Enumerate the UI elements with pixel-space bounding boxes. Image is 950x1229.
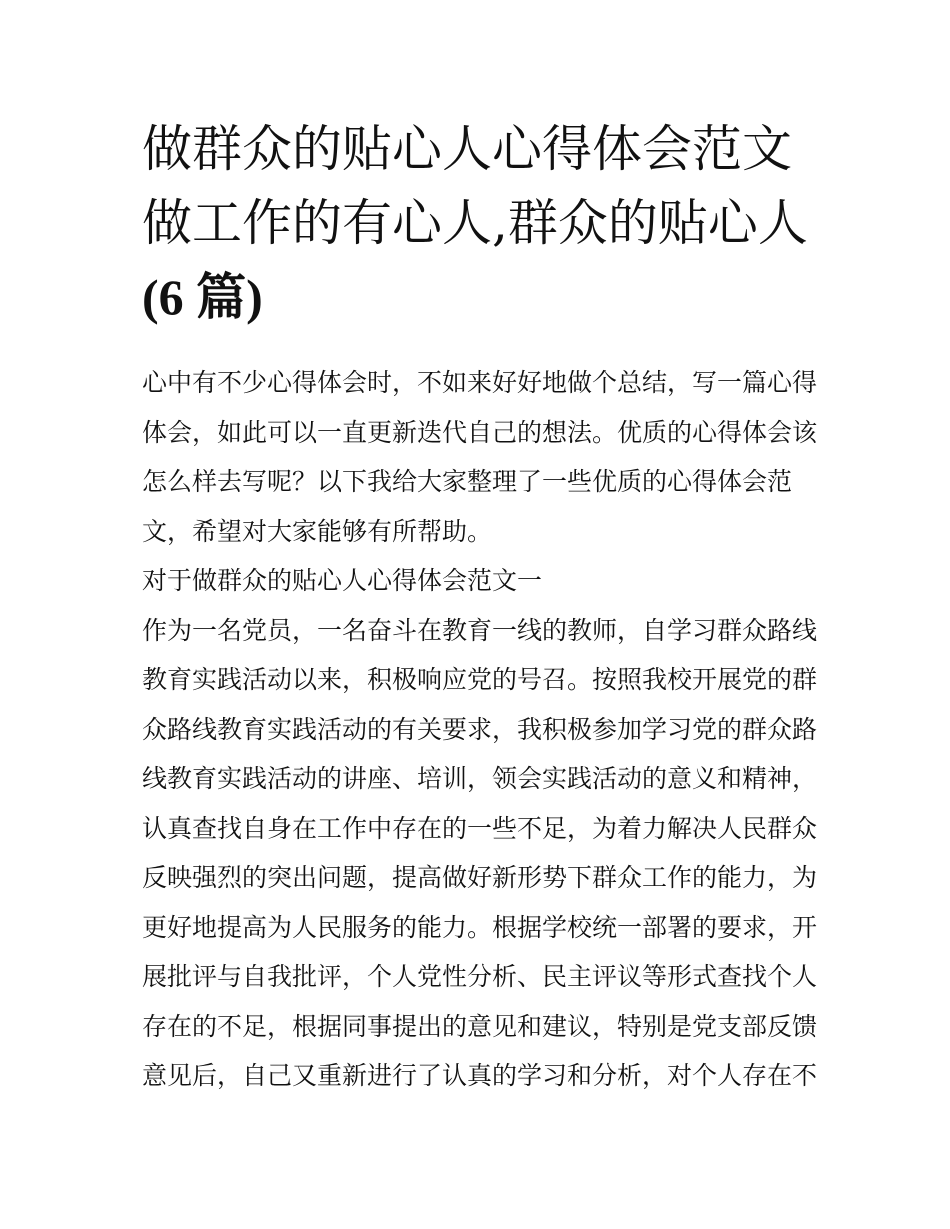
- paragraph-line: 教育实践活动以来，积极响应党的号召。按照我校开展党的群: [142, 665, 818, 694]
- paragraph-line: 线教育实践活动的讲座、培训，领会实践活动的意义和精神，: [142, 764, 818, 793]
- intro-line: 心中有不少心得体会时，不如来好好地做个总结，写一篇心得: [142, 368, 818, 397]
- intro-line: 体会，如此可以一直更新迭代自己的想法。优质的心得体会该: [142, 417, 818, 447]
- paragraph-line: 意见后，自己又重新进行了认真的学习和分析，对个人存在不: [142, 1061, 818, 1090]
- intro-line: 文，希望对大家能够有所帮助。: [142, 516, 493, 546]
- paragraph-line: 更好地提高为人民服务的能力。根据学校统一部署的要求，开: [142, 912, 818, 942]
- paragraph-line: 认真查找自身在工作中存在的一些不足，为着力解决人民群众: [142, 813, 818, 843]
- paragraph-line: 作为一名党员，一名奋斗在教育一线的教师，自学习群众路线: [142, 615, 818, 645]
- section-heading: 对于做群众的贴心人心得体会范文一: [142, 566, 543, 595]
- document-title: [142, 112, 822, 334]
- paragraph-line: 反映强烈的突出问题，提高做好新形势下群众工作的能力，为: [142, 863, 818, 892]
- title-line: 做群众的贴心人心得体会范文: [142, 120, 792, 178]
- document-body: [142, 358, 822, 1101]
- title-line: (6 篇): [142, 269, 263, 325]
- title-line: 做工作的有心人,群众的贴心人: [142, 194, 808, 252]
- intro-line: 怎么样去写呢？以下我给大家整理了一些优质的心得体会范: [142, 467, 793, 496]
- paragraph-line: 展批评与自我批评，个人党性分析、民主评议等形式查找个人: [142, 962, 818, 991]
- paragraph-line: 存在的不足，根据同事提出的意见和建议，特别是党支部反馈: [142, 1011, 818, 1041]
- paragraph-line: 众路线教育实践活动的有关要求，我积极参加学习党的群众路: [142, 714, 818, 744]
